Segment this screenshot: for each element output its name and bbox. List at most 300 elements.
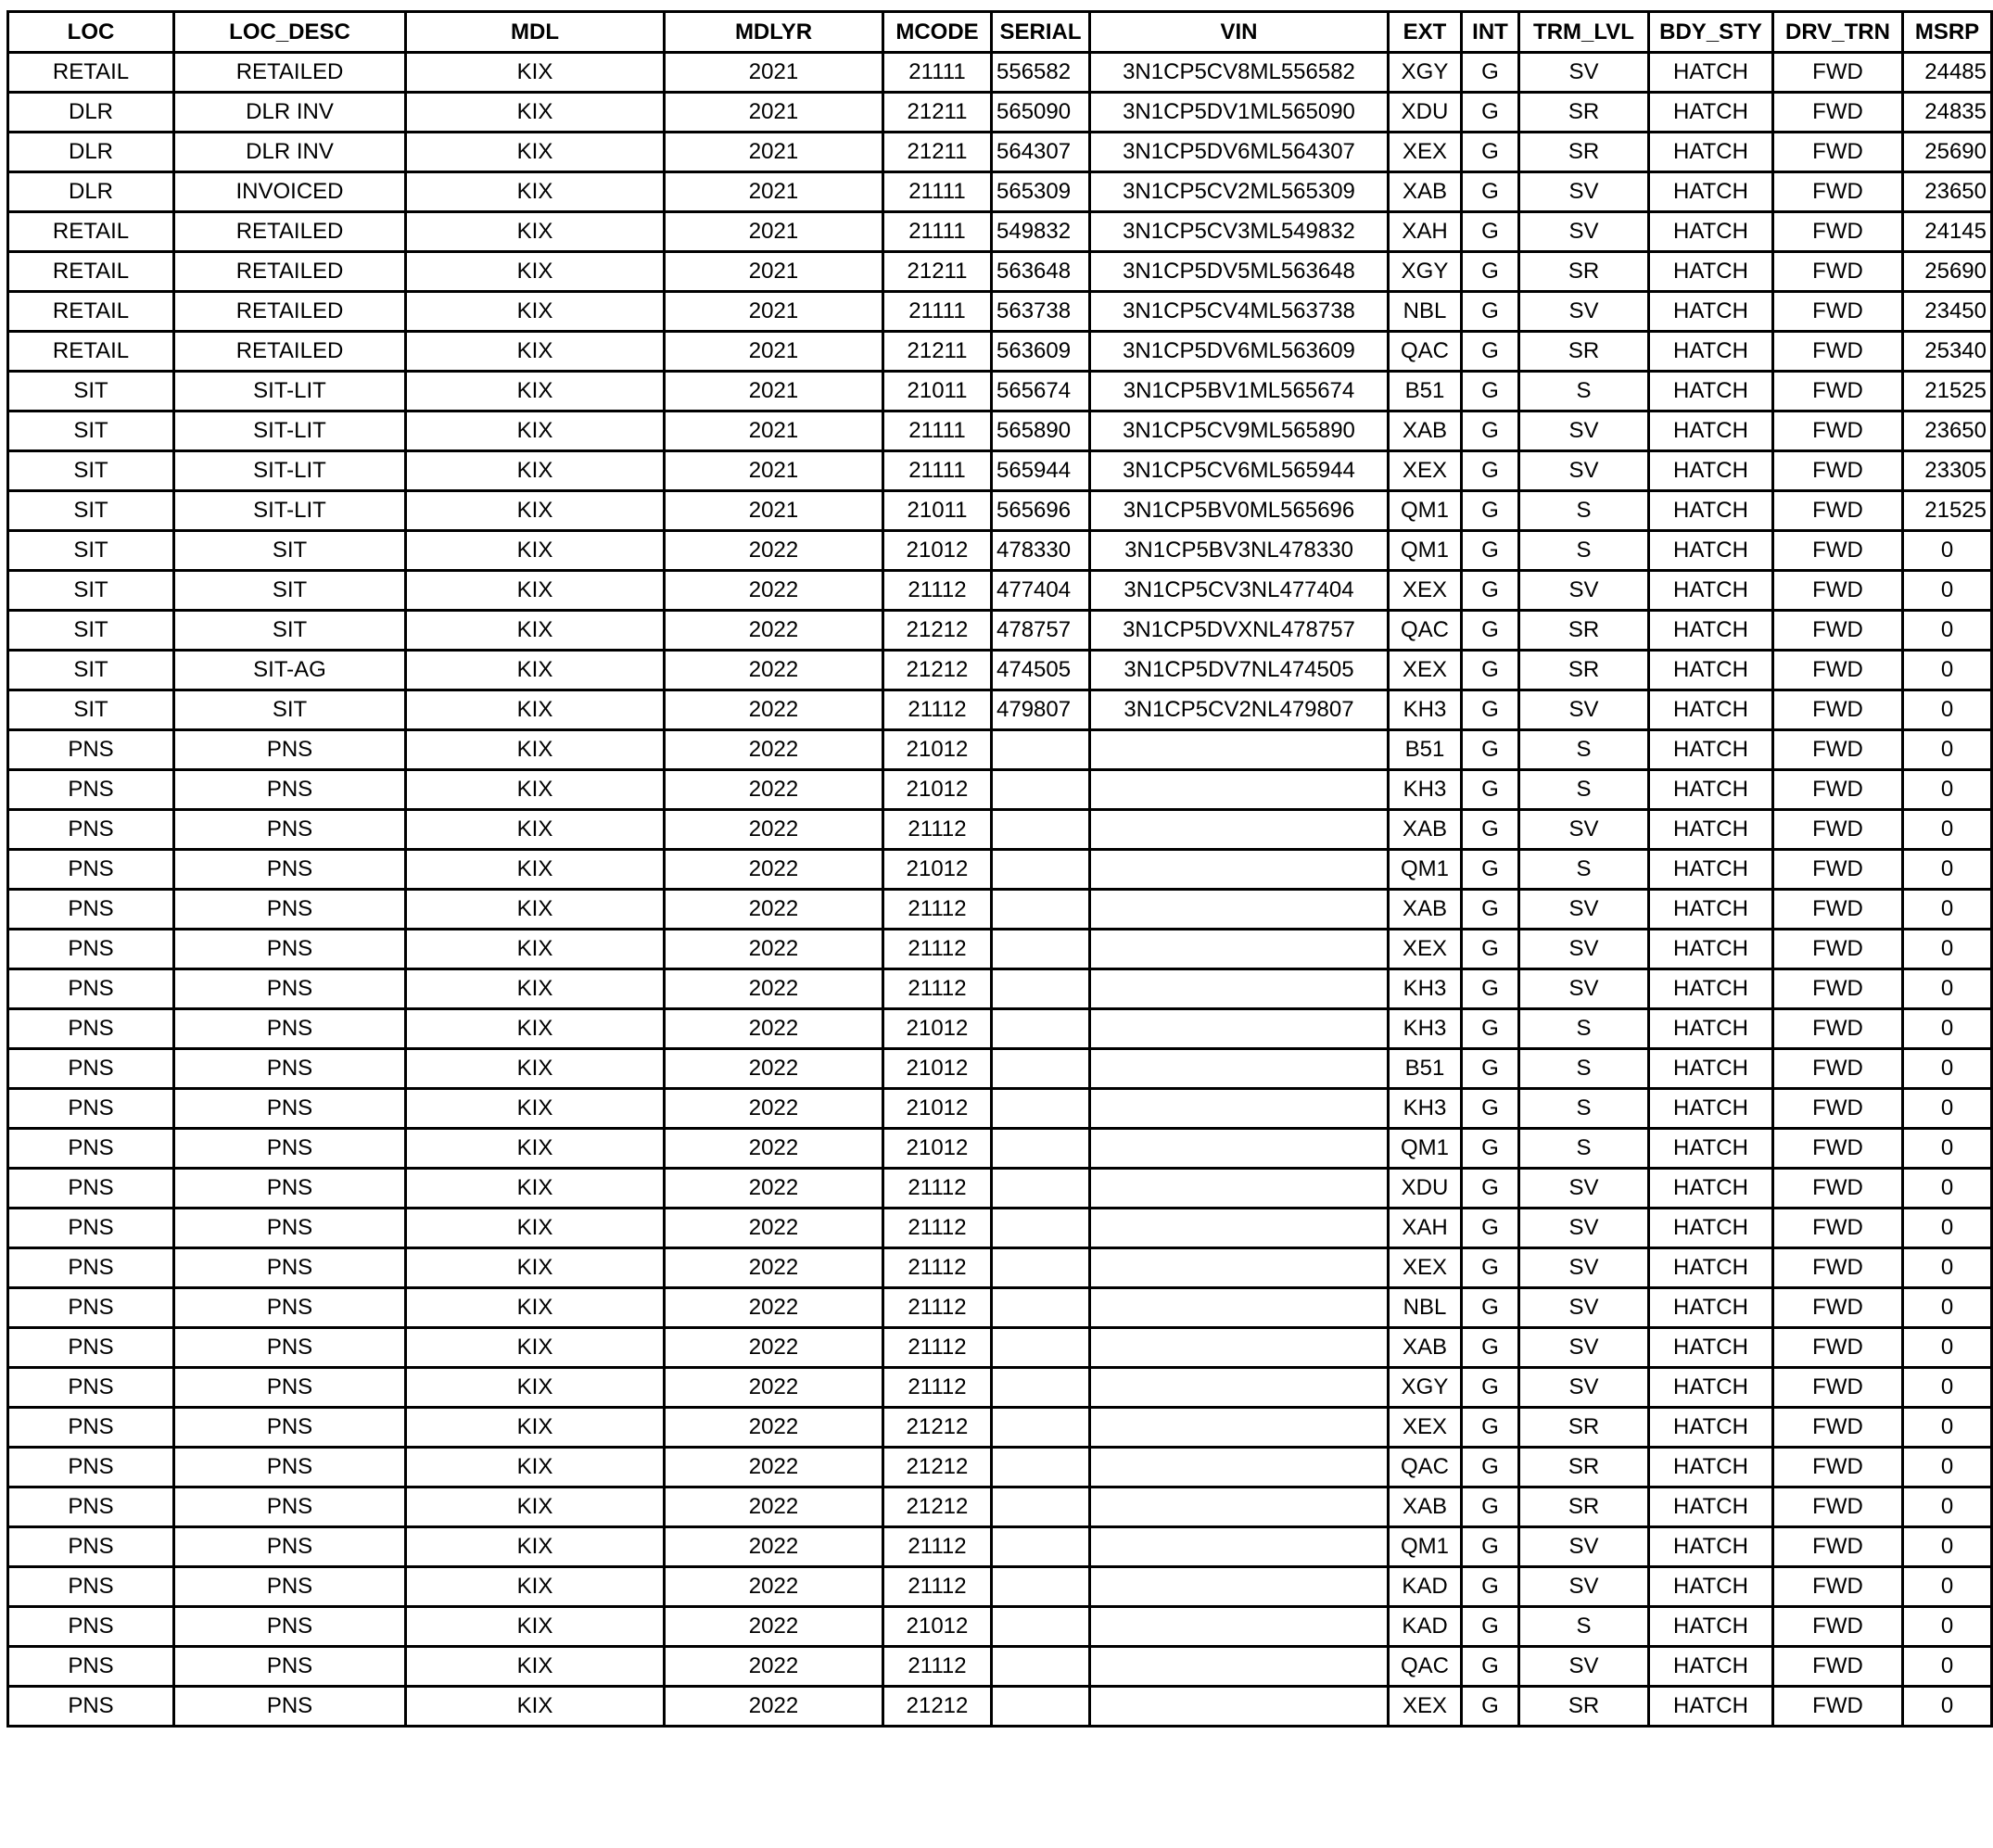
cell-mdl: KIX bbox=[406, 930, 665, 969]
cell-mdl: KIX bbox=[406, 372, 665, 411]
cell-drv-trn: FWD bbox=[1773, 1527, 1903, 1567]
cell-loc-desc: DLR INV bbox=[174, 133, 406, 172]
cell-serial: 474505 bbox=[992, 651, 1090, 690]
cell-ext: XGY bbox=[1389, 252, 1462, 292]
table-row bbox=[8, 1487, 1992, 1527]
cell-mcode: 21012 bbox=[883, 730, 992, 770]
cell-ext: NBL bbox=[1389, 1288, 1462, 1328]
cell-msrp: 0 bbox=[1903, 1209, 1992, 1248]
cell-vin bbox=[1090, 1408, 1389, 1448]
cell-bdy-sty: HATCH bbox=[1649, 1209, 1773, 1248]
col-header-mcode: MCODE bbox=[883, 12, 992, 53]
cell-trm-lvl: S bbox=[1519, 770, 1649, 810]
cell-loc-desc: RETAILED bbox=[174, 252, 406, 292]
cell-serial bbox=[992, 1248, 1090, 1288]
cell-vin bbox=[1090, 1169, 1389, 1209]
cell-mcode: 21012 bbox=[883, 1009, 992, 1049]
cell-int: G bbox=[1462, 730, 1519, 770]
col-header-vin: VIN bbox=[1090, 12, 1389, 53]
cell-mcode: 21112 bbox=[883, 1209, 992, 1248]
cell-ext: KH3 bbox=[1389, 770, 1462, 810]
cell-vin bbox=[1090, 1567, 1389, 1607]
cell-ext: KAD bbox=[1389, 1567, 1462, 1607]
cell-loc-desc: PNS bbox=[174, 1647, 406, 1687]
cell-mdlyr: 2022 bbox=[665, 1607, 883, 1647]
cell-int: G bbox=[1462, 930, 1519, 969]
cell-drv-trn: FWD bbox=[1773, 491, 1903, 531]
cell-mdl: KIX bbox=[406, 1647, 665, 1687]
cell-loc-desc: DLR INV bbox=[174, 93, 406, 133]
cell-serial bbox=[992, 1687, 1090, 1727]
table-row bbox=[8, 531, 1992, 571]
cell-int: G bbox=[1462, 1408, 1519, 1448]
cell-vin bbox=[1090, 1607, 1389, 1647]
cell-trm-lvl: S bbox=[1519, 1089, 1649, 1129]
cell-drv-trn: FWD bbox=[1773, 890, 1903, 930]
cell-drv-trn: FWD bbox=[1773, 1487, 1903, 1527]
cell-mcode: 21112 bbox=[883, 1368, 992, 1408]
cell-mcode: 21111 bbox=[883, 212, 992, 252]
inventory-table bbox=[6, 10, 1993, 1728]
table-row bbox=[8, 571, 1992, 611]
cell-int: G bbox=[1462, 212, 1519, 252]
cell-mcode: 21011 bbox=[883, 372, 992, 411]
cell-mcode: 21112 bbox=[883, 930, 992, 969]
cell-trm-lvl: S bbox=[1519, 1009, 1649, 1049]
cell-mcode: 21212 bbox=[883, 1448, 992, 1487]
cell-msrp: 0 bbox=[1903, 1288, 1992, 1328]
cell-serial: 549832 bbox=[992, 212, 1090, 252]
cell-drv-trn: FWD bbox=[1773, 810, 1903, 850]
cell-drv-trn: FWD bbox=[1773, 372, 1903, 411]
cell-mdl: KIX bbox=[406, 252, 665, 292]
cell-loc: RETAIL bbox=[8, 292, 174, 332]
cell-loc: SIT bbox=[8, 571, 174, 611]
cell-mdlyr: 2021 bbox=[665, 93, 883, 133]
table-row bbox=[8, 1129, 1992, 1169]
table-row bbox=[8, 252, 1992, 292]
col-header-mdlyr: MDLYR bbox=[665, 12, 883, 53]
cell-trm-lvl: SR bbox=[1519, 651, 1649, 690]
cell-mcode: 21112 bbox=[883, 690, 992, 730]
cell-serial: 477404 bbox=[992, 571, 1090, 611]
cell-msrp: 0 bbox=[1903, 850, 1992, 890]
cell-loc: SIT bbox=[8, 372, 174, 411]
cell-bdy-sty: HATCH bbox=[1649, 1647, 1773, 1687]
cell-loc: PNS bbox=[8, 1487, 174, 1527]
table-row bbox=[8, 651, 1992, 690]
cell-msrp: 25690 bbox=[1903, 133, 1992, 172]
cell-int: G bbox=[1462, 332, 1519, 372]
cell-msrp: 25690 bbox=[1903, 252, 1992, 292]
cell-int: G bbox=[1462, 1089, 1519, 1129]
cell-mdl: KIX bbox=[406, 651, 665, 690]
cell-mdl: KIX bbox=[406, 1408, 665, 1448]
cell-vin: 3N1CP5BV0ML565696 bbox=[1090, 491, 1389, 531]
cell-mcode: 21212 bbox=[883, 611, 992, 651]
cell-mdl: KIX bbox=[406, 611, 665, 651]
cell-serial bbox=[992, 1567, 1090, 1607]
cell-trm-lvl: SV bbox=[1519, 810, 1649, 850]
cell-bdy-sty: HATCH bbox=[1649, 451, 1773, 491]
cell-loc: PNS bbox=[8, 1089, 174, 1129]
cell-trm-lvl: S bbox=[1519, 850, 1649, 890]
cell-mdl: KIX bbox=[406, 1288, 665, 1328]
cell-trm-lvl: SR bbox=[1519, 133, 1649, 172]
cell-int: G bbox=[1462, 1009, 1519, 1049]
table-row bbox=[8, 1209, 1992, 1248]
cell-trm-lvl: SV bbox=[1519, 571, 1649, 611]
cell-bdy-sty: HATCH bbox=[1649, 133, 1773, 172]
table-row bbox=[8, 133, 1992, 172]
cell-trm-lvl: S bbox=[1519, 491, 1649, 531]
table-row bbox=[8, 172, 1992, 212]
cell-mcode: 21112 bbox=[883, 1248, 992, 1288]
cell-serial bbox=[992, 969, 1090, 1009]
cell-vin bbox=[1090, 730, 1389, 770]
cell-loc: RETAIL bbox=[8, 252, 174, 292]
cell-loc-desc: PNS bbox=[174, 969, 406, 1009]
cell-mdl: KIX bbox=[406, 1368, 665, 1408]
cell-drv-trn: FWD bbox=[1773, 1607, 1903, 1647]
cell-mdlyr: 2022 bbox=[665, 1448, 883, 1487]
cell-ext: KH3 bbox=[1389, 969, 1462, 1009]
cell-ext: XAB bbox=[1389, 172, 1462, 212]
cell-trm-lvl: SV bbox=[1519, 969, 1649, 1009]
cell-bdy-sty: HATCH bbox=[1649, 1248, 1773, 1288]
cell-drv-trn: FWD bbox=[1773, 770, 1903, 810]
cell-int: G bbox=[1462, 1527, 1519, 1567]
cell-bdy-sty: HATCH bbox=[1649, 690, 1773, 730]
cell-mdlyr: 2022 bbox=[665, 770, 883, 810]
cell-ext: XEX bbox=[1389, 651, 1462, 690]
cell-ext: XEX bbox=[1389, 571, 1462, 611]
cell-serial bbox=[992, 1009, 1090, 1049]
cell-vin bbox=[1090, 890, 1389, 930]
cell-ext: QAC bbox=[1389, 611, 1462, 651]
cell-serial: 563738 bbox=[992, 292, 1090, 332]
cell-mdlyr: 2022 bbox=[665, 810, 883, 850]
cell-mdlyr: 2021 bbox=[665, 451, 883, 491]
cell-mdlyr: 2022 bbox=[665, 1009, 883, 1049]
cell-mdl: KIX bbox=[406, 1129, 665, 1169]
cell-mdl: KIX bbox=[406, 53, 665, 93]
cell-loc-desc: PNS bbox=[174, 730, 406, 770]
cell-msrp: 23650 bbox=[1903, 172, 1992, 212]
cell-drv-trn: FWD bbox=[1773, 1009, 1903, 1049]
cell-msrp: 25340 bbox=[1903, 332, 1992, 372]
cell-ext: XAB bbox=[1389, 1328, 1462, 1368]
cell-ext: KAD bbox=[1389, 1607, 1462, 1647]
cell-vin: 3N1CP5CV4ML563738 bbox=[1090, 292, 1389, 332]
cell-mdl: KIX bbox=[406, 890, 665, 930]
cell-ext: XEX bbox=[1389, 451, 1462, 491]
cell-loc: PNS bbox=[8, 1129, 174, 1169]
cell-msrp: 0 bbox=[1903, 1009, 1992, 1049]
col-header-drv-trn: DRV_TRN bbox=[1773, 12, 1903, 53]
cell-msrp: 0 bbox=[1903, 571, 1992, 611]
cell-bdy-sty: HATCH bbox=[1649, 1368, 1773, 1408]
cell-trm-lvl: SV bbox=[1519, 212, 1649, 252]
cell-mcode: 21212 bbox=[883, 1687, 992, 1727]
cell-serial bbox=[992, 770, 1090, 810]
cell-bdy-sty: HATCH bbox=[1649, 1049, 1773, 1089]
cell-mdl: KIX bbox=[406, 1328, 665, 1368]
cell-bdy-sty: HATCH bbox=[1649, 1487, 1773, 1527]
cell-bdy-sty: HATCH bbox=[1649, 411, 1773, 451]
cell-trm-lvl: SV bbox=[1519, 1567, 1649, 1607]
table-row bbox=[8, 770, 1992, 810]
cell-msrp: 24485 bbox=[1903, 53, 1992, 93]
cell-mcode: 21012 bbox=[883, 1049, 992, 1089]
cell-msrp: 0 bbox=[1903, 531, 1992, 571]
cell-serial: 556582 bbox=[992, 53, 1090, 93]
cell-mcode: 21211 bbox=[883, 133, 992, 172]
cell-loc: PNS bbox=[8, 1567, 174, 1607]
table-row bbox=[8, 930, 1992, 969]
cell-bdy-sty: HATCH bbox=[1649, 1448, 1773, 1487]
cell-mdlyr: 2021 bbox=[665, 372, 883, 411]
cell-trm-lvl: S bbox=[1519, 1607, 1649, 1647]
cell-bdy-sty: HATCH bbox=[1649, 292, 1773, 332]
cell-loc-desc: INVOICED bbox=[174, 172, 406, 212]
cell-vin bbox=[1090, 770, 1389, 810]
cell-trm-lvl: SR bbox=[1519, 1487, 1649, 1527]
cell-msrp: 0 bbox=[1903, 1567, 1992, 1607]
cell-mdlyr: 2022 bbox=[665, 890, 883, 930]
cell-vin: 3N1CP5BV1ML565674 bbox=[1090, 372, 1389, 411]
table-row bbox=[8, 1408, 1992, 1448]
table-row bbox=[8, 411, 1992, 451]
cell-drv-trn: FWD bbox=[1773, 1129, 1903, 1169]
cell-serial bbox=[992, 1129, 1090, 1169]
cell-int: G bbox=[1462, 1288, 1519, 1328]
cell-loc: SIT bbox=[8, 451, 174, 491]
col-header-int: INT bbox=[1462, 12, 1519, 53]
table-row bbox=[8, 1248, 1992, 1288]
cell-int: G bbox=[1462, 1368, 1519, 1408]
cell-msrp: 0 bbox=[1903, 690, 1992, 730]
cell-msrp: 0 bbox=[1903, 1049, 1992, 1089]
cell-mcode: 21012 bbox=[883, 770, 992, 810]
cell-bdy-sty: HATCH bbox=[1649, 850, 1773, 890]
cell-mdlyr: 2022 bbox=[665, 1328, 883, 1368]
table-row bbox=[8, 850, 1992, 890]
cell-serial bbox=[992, 1049, 1090, 1089]
table-row bbox=[8, 810, 1992, 850]
cell-mdl: KIX bbox=[406, 690, 665, 730]
cell-loc: PNS bbox=[8, 930, 174, 969]
cell-loc: SIT bbox=[8, 491, 174, 531]
cell-loc: PNS bbox=[8, 810, 174, 850]
cell-drv-trn: FWD bbox=[1773, 930, 1903, 969]
cell-loc-desc: PNS bbox=[174, 1009, 406, 1049]
cell-msrp: 0 bbox=[1903, 1487, 1992, 1527]
table-body bbox=[8, 53, 1992, 1727]
cell-msrp: 0 bbox=[1903, 969, 1992, 1009]
cell-vin bbox=[1090, 810, 1389, 850]
cell-msrp: 0 bbox=[1903, 810, 1992, 850]
cell-mcode: 21212 bbox=[883, 1487, 992, 1527]
cell-vin bbox=[1090, 1209, 1389, 1248]
cell-mcode: 21112 bbox=[883, 1567, 992, 1607]
cell-loc: SIT bbox=[8, 531, 174, 571]
cell-mcode: 21112 bbox=[883, 969, 992, 1009]
cell-mcode: 21012 bbox=[883, 850, 992, 890]
cell-mdlyr: 2022 bbox=[665, 1248, 883, 1288]
cell-serial bbox=[992, 1169, 1090, 1209]
cell-mdl: KIX bbox=[406, 491, 665, 531]
cell-trm-lvl: SR bbox=[1519, 611, 1649, 651]
table-row bbox=[8, 1567, 1992, 1607]
cell-drv-trn: FWD bbox=[1773, 969, 1903, 1009]
cell-loc-desc: PNS bbox=[174, 1408, 406, 1448]
table-row bbox=[8, 53, 1992, 93]
cell-mdl: KIX bbox=[406, 332, 665, 372]
cell-msrp: 24835 bbox=[1903, 93, 1992, 133]
cell-vin bbox=[1090, 1049, 1389, 1089]
table-row bbox=[8, 611, 1992, 651]
cell-loc: RETAIL bbox=[8, 212, 174, 252]
cell-vin bbox=[1090, 1647, 1389, 1687]
cell-mdlyr: 2022 bbox=[665, 1209, 883, 1248]
cell-vin: 3N1CP5DV7NL474505 bbox=[1090, 651, 1389, 690]
cell-ext: QAC bbox=[1389, 1647, 1462, 1687]
cell-drv-trn: FWD bbox=[1773, 651, 1903, 690]
cell-mcode: 21112 bbox=[883, 1169, 992, 1209]
cell-vin bbox=[1090, 1527, 1389, 1567]
cell-trm-lvl: SR bbox=[1519, 1687, 1649, 1727]
cell-trm-lvl: S bbox=[1519, 1049, 1649, 1089]
cell-mdl: KIX bbox=[406, 1687, 665, 1727]
col-header-bdy-sty: BDY_STY bbox=[1649, 12, 1773, 53]
cell-drv-trn: FWD bbox=[1773, 332, 1903, 372]
cell-loc: PNS bbox=[8, 1169, 174, 1209]
cell-mdl: KIX bbox=[406, 531, 665, 571]
cell-mdlyr: 2022 bbox=[665, 1567, 883, 1607]
table-row bbox=[8, 1368, 1992, 1408]
cell-mdlyr: 2022 bbox=[665, 611, 883, 651]
cell-vin bbox=[1090, 1009, 1389, 1049]
col-header-loc: LOC bbox=[8, 12, 174, 53]
cell-vin: 3N1CP5CV2ML565309 bbox=[1090, 172, 1389, 212]
cell-loc: PNS bbox=[8, 770, 174, 810]
cell-loc-desc: SIT-LIT bbox=[174, 411, 406, 451]
cell-trm-lvl: SR bbox=[1519, 252, 1649, 292]
cell-loc-desc: PNS bbox=[174, 1248, 406, 1288]
cell-int: G bbox=[1462, 451, 1519, 491]
cell-int: G bbox=[1462, 810, 1519, 850]
cell-ext: XDU bbox=[1389, 1169, 1462, 1209]
cell-ext: KH3 bbox=[1389, 1009, 1462, 1049]
table-row bbox=[8, 890, 1992, 930]
cell-ext: QM1 bbox=[1389, 1129, 1462, 1169]
cell-trm-lvl: SV bbox=[1519, 1209, 1649, 1248]
table-row bbox=[8, 212, 1992, 252]
cell-ext: QAC bbox=[1389, 332, 1462, 372]
cell-drv-trn: FWD bbox=[1773, 1368, 1903, 1408]
cell-serial: 565944 bbox=[992, 451, 1090, 491]
cell-vin: 3N1CP5BV3NL478330 bbox=[1090, 531, 1389, 571]
cell-mdl: KIX bbox=[406, 1049, 665, 1089]
cell-loc: RETAIL bbox=[8, 53, 174, 93]
cell-mdlyr: 2022 bbox=[665, 1129, 883, 1169]
cell-vin bbox=[1090, 1248, 1389, 1288]
cell-msrp: 0 bbox=[1903, 770, 1992, 810]
cell-ext: XEX bbox=[1389, 930, 1462, 969]
cell-trm-lvl: SV bbox=[1519, 292, 1649, 332]
cell-ext: QAC bbox=[1389, 1448, 1462, 1487]
cell-loc-desc: PNS bbox=[174, 1448, 406, 1487]
cell-int: G bbox=[1462, 690, 1519, 730]
cell-bdy-sty: HATCH bbox=[1649, 1089, 1773, 1129]
cell-bdy-sty: HATCH bbox=[1649, 1607, 1773, 1647]
cell-mcode: 21111 bbox=[883, 451, 992, 491]
cell-int: G bbox=[1462, 1607, 1519, 1647]
cell-trm-lvl: SV bbox=[1519, 1368, 1649, 1408]
cell-loc-desc: SIT-LIT bbox=[174, 491, 406, 531]
cell-msrp: 21525 bbox=[1903, 491, 1992, 531]
cell-trm-lvl: SV bbox=[1519, 172, 1649, 212]
cell-loc: PNS bbox=[8, 1288, 174, 1328]
cell-loc-desc: SIT bbox=[174, 531, 406, 571]
cell-loc: PNS bbox=[8, 1368, 174, 1408]
cell-bdy-sty: HATCH bbox=[1649, 212, 1773, 252]
cell-msrp: 0 bbox=[1903, 890, 1992, 930]
cell-mdlyr: 2022 bbox=[665, 730, 883, 770]
col-header-msrp: MSRP bbox=[1903, 12, 1992, 53]
cell-int: G bbox=[1462, 411, 1519, 451]
cell-bdy-sty: HATCH bbox=[1649, 571, 1773, 611]
cell-int: G bbox=[1462, 1328, 1519, 1368]
cell-drv-trn: FWD bbox=[1773, 93, 1903, 133]
cell-vin bbox=[1090, 969, 1389, 1009]
cell-drv-trn: FWD bbox=[1773, 1169, 1903, 1209]
cell-loc-desc: SIT-AG bbox=[174, 651, 406, 690]
cell-vin bbox=[1090, 850, 1389, 890]
cell-mdlyr: 2021 bbox=[665, 212, 883, 252]
cell-int: G bbox=[1462, 1487, 1519, 1527]
cell-vin: 3N1CP5DV6ML563609 bbox=[1090, 332, 1389, 372]
cell-mdlyr: 2022 bbox=[665, 1408, 883, 1448]
cell-loc-desc: PNS bbox=[174, 1209, 406, 1248]
cell-int: G bbox=[1462, 1049, 1519, 1089]
cell-loc: PNS bbox=[8, 730, 174, 770]
cell-mdl: KIX bbox=[406, 1009, 665, 1049]
cell-int: G bbox=[1462, 1567, 1519, 1607]
cell-ext: KH3 bbox=[1389, 690, 1462, 730]
cell-mdlyr: 2022 bbox=[665, 1687, 883, 1727]
cell-int: G bbox=[1462, 611, 1519, 651]
cell-vin: 3N1CP5DV6ML564307 bbox=[1090, 133, 1389, 172]
cell-trm-lvl: SV bbox=[1519, 1328, 1649, 1368]
cell-drv-trn: FWD bbox=[1773, 1089, 1903, 1129]
cell-int: G bbox=[1462, 571, 1519, 611]
cell-loc: PNS bbox=[8, 850, 174, 890]
cell-bdy-sty: HATCH bbox=[1649, 1129, 1773, 1169]
cell-mdlyr: 2022 bbox=[665, 1169, 883, 1209]
cell-bdy-sty: HATCH bbox=[1649, 1009, 1773, 1049]
cell-loc-desc: PNS bbox=[174, 1049, 406, 1089]
table-row bbox=[8, 690, 1992, 730]
cell-vin bbox=[1090, 1328, 1389, 1368]
header-row bbox=[8, 12, 1992, 53]
cell-vin bbox=[1090, 1368, 1389, 1408]
cell-mdl: KIX bbox=[406, 730, 665, 770]
cell-ext: XGY bbox=[1389, 1368, 1462, 1408]
cell-msrp: 0 bbox=[1903, 1647, 1992, 1687]
cell-ext: XEX bbox=[1389, 1248, 1462, 1288]
